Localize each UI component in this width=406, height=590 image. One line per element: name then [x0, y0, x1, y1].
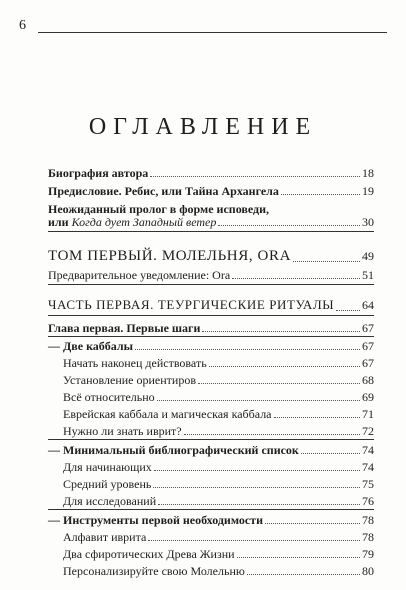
leader-dots — [232, 278, 360, 279]
leader-dots — [301, 453, 360, 454]
toc-entry-page: 67 — [362, 356, 374, 370]
toc-entry-page: 76 — [362, 494, 374, 508]
toc-entry-label: Средний уровень — [63, 477, 152, 491]
toc-entry-intermediate[interactable] — [63, 477, 374, 491]
toc-entry-landmarks[interactable] — [63, 373, 374, 387]
toc-entry-page: 18 — [362, 166, 374, 180]
toc-entry-page: 74 — [362, 443, 374, 457]
toc-entry-chapter-one[interactable] — [48, 321, 374, 335]
toc-entry-label: Предисловие. Ребис, или Тайна Архангела — [48, 184, 279, 198]
leader-dots — [148, 540, 360, 541]
toc-entry-label: Персонализируйте свою Молельню — [63, 564, 245, 578]
leader-dots — [237, 557, 360, 558]
toc-entry-tools[interactable] — [48, 513, 374, 527]
toc-entry-jewish-magic-kabbalah[interactable] — [63, 407, 374, 421]
toc-entry-page: 78 — [362, 530, 374, 544]
page-number: 6 — [19, 18, 26, 33]
toc-entry-author-bio[interactable] — [48, 166, 374, 180]
leader-dots — [154, 470, 360, 471]
leader-dots — [157, 400, 360, 401]
toc-entry-bibliography[interactable] — [48, 443, 374, 457]
toc-entry-personalize-oratory[interactable] — [63, 564, 374, 578]
section-rule — [48, 315, 374, 316]
toc-entry-page: 51 — [362, 268, 374, 282]
toc-entry-research[interactable] — [63, 494, 374, 508]
leader-dots — [336, 310, 360, 311]
toc-entry-label: Всё относительно — [63, 390, 155, 404]
toc-entry-label: или Когда дует Западный ветер — [48, 215, 217, 229]
header-rule — [38, 32, 387, 33]
toc-entry-label: Предварительное уведомление: Ora — [48, 268, 231, 282]
toc-entry-label: Нужно ли знать иврит? — [63, 424, 182, 438]
toc-entry-prologue-line2[interactable] — [48, 215, 374, 229]
toc-entry-page: 78 — [362, 513, 374, 527]
section-rule — [48, 231, 374, 232]
leader-dots — [218, 225, 360, 226]
toc-entry-label: ЧАСТЬ ПЕРВАЯ. ТЕУРГИЧЕСКИЕ РИТУАЛЫ — [48, 297, 335, 312]
toc-entry-page: 71 — [362, 407, 374, 421]
leader-dots — [198, 383, 360, 384]
toc-entry-label: Установление ориентиров — [63, 373, 197, 387]
leader-dots — [153, 487, 360, 488]
toc-entry-two-kabbalahs[interactable] — [48, 339, 374, 353]
section-rule — [48, 439, 374, 440]
toc-entry-label: Биография автора — [48, 166, 149, 180]
leader-dots — [209, 366, 360, 367]
leader-dots — [265, 523, 360, 524]
toc-entry-page: 67 — [362, 321, 374, 335]
toc-entry-beginners[interactable] — [63, 460, 374, 474]
toc-entry-page: 80 — [362, 564, 374, 578]
toc-entry-page: 67 — [362, 339, 374, 353]
toc-entry-preliminary-notice[interactable] — [48, 268, 374, 282]
leader-dots — [202, 331, 360, 332]
toc-entry-page: 72 — [362, 424, 374, 438]
toc-entry-page: 64 — [362, 298, 374, 312]
toc-entry-label: Для начинающих — [63, 460, 152, 474]
toc-entry-part-one[interactable] — [48, 296, 374, 314]
leader-dots — [158, 504, 360, 505]
toc-entry-label: Для исследований — [63, 494, 157, 508]
leader-dots — [281, 194, 360, 195]
toc-entry-preface[interactable] — [48, 184, 374, 198]
toc-entry-hebrew-alphabet[interactable] — [63, 530, 374, 544]
toc-entry-label: — Две каббалы — [48, 339, 134, 353]
leader-dots — [150, 176, 360, 177]
toc-entry-label: Начать наконец действовать — [63, 356, 207, 370]
toc-entry-prologue-line1[interactable]: Неожиданный пролог в форме исповеди, — [48, 202, 270, 216]
section-rule — [48, 284, 374, 285]
toc-entry-label: — Минимальный библиографический список — [48, 443, 299, 457]
leader-dots — [274, 417, 360, 418]
toc-entry-know-hebrew[interactable] — [63, 424, 374, 438]
toc-entry-page: 49 — [362, 249, 374, 263]
toc-entry-page: 30 — [362, 215, 374, 229]
leader-dots — [247, 574, 360, 575]
toc-entry-page: 69 — [362, 390, 374, 404]
toc-entry-label: Еврейская каббала и магическая каббала — [63, 407, 272, 421]
toc-entry-volume-one[interactable] — [48, 247, 374, 265]
toc-entry-all-relative[interactable] — [63, 390, 374, 404]
toc-entry-label: Два сфиротических Древа Жизни — [63, 547, 235, 561]
toc-entry-page: 74 — [362, 460, 374, 474]
toc-entry-label: — Инструменты первой необходимости — [48, 513, 263, 527]
toc-title: ОГЛАВЛЕНИЕ — [88, 114, 318, 140]
leader-dots — [184, 434, 360, 435]
section-rule — [48, 336, 374, 337]
toc-entry-page: 75 — [362, 477, 374, 491]
toc-entry-page: 19 — [362, 184, 374, 198]
leader-dots — [135, 349, 360, 350]
toc-entry-page: 68 — [362, 373, 374, 387]
toc-entry-page: 79 — [362, 547, 374, 561]
toc-entry-label: Глава первая. Первые шаги — [48, 321, 201, 335]
toc-entry-start-acting[interactable] — [63, 356, 374, 370]
toc-entry-trees-of-life[interactable] — [63, 547, 374, 561]
leader-dots — [293, 261, 360, 262]
toc-entry-label: ТОМ ПЕРВЫЙ. МОЛЕЛЬНЯ, ORA — [48, 248, 291, 264]
section-rule — [48, 509, 374, 510]
toc-entry-label: Алфавит иврита — [63, 530, 147, 544]
